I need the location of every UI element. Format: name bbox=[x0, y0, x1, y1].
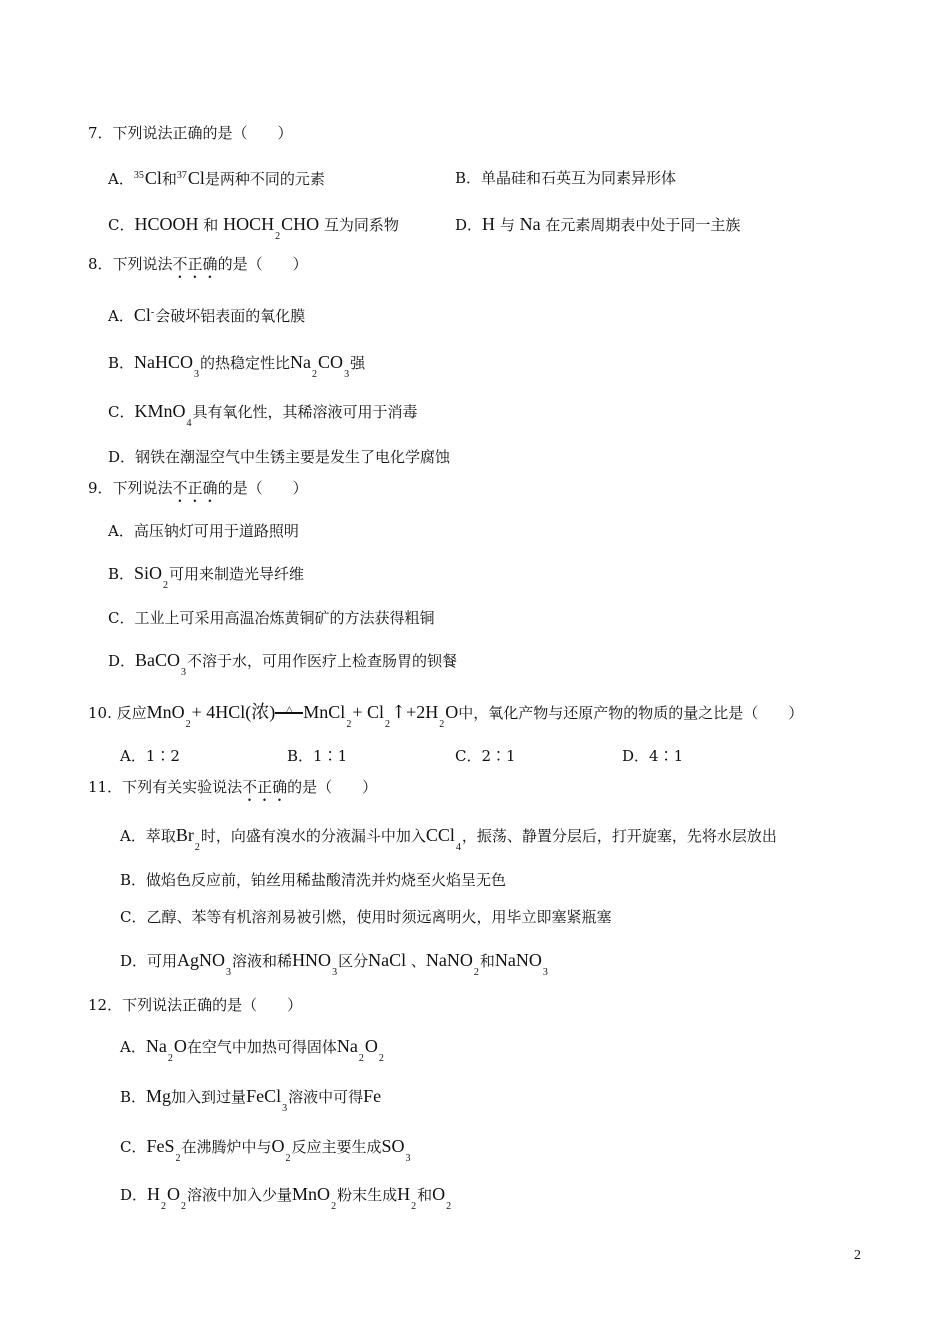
option-label: D． bbox=[120, 1186, 148, 1204]
subscript: 3 bbox=[344, 369, 350, 380]
q9-option-a bbox=[108, 521, 299, 541]
formula: HNO bbox=[292, 950, 332, 970]
text: 加入到过量 bbox=[171, 1088, 247, 1106]
text: 与 bbox=[499, 216, 515, 234]
option-label: C． bbox=[120, 1138, 147, 1156]
formula: +2H bbox=[406, 702, 439, 722]
formula: CO bbox=[318, 352, 344, 372]
formula: O bbox=[271, 1136, 285, 1156]
formula: FeS bbox=[146, 1136, 175, 1156]
subscript: 3 bbox=[181, 667, 187, 678]
text: 溶液中可得 bbox=[288, 1088, 364, 1106]
q7-option-b bbox=[455, 168, 676, 188]
q8-option-d bbox=[108, 447, 450, 467]
subscript: 2 bbox=[275, 231, 281, 242]
emphasis-text: 不正确 bbox=[172, 479, 218, 497]
formula: SiO bbox=[134, 563, 163, 583]
option-label: B． bbox=[120, 1088, 147, 1106]
subscript: 2 bbox=[185, 719, 191, 730]
formula: O bbox=[432, 1184, 446, 1204]
text: 在沸腾炉中与 bbox=[181, 1138, 272, 1156]
subscript: 2 bbox=[411, 1201, 417, 1212]
text: 工业上可采用高温冶炼黄铜矿的方法获得粗铜 bbox=[134, 609, 435, 627]
q7-option-d bbox=[455, 214, 740, 235]
formula: NaHCO bbox=[134, 352, 194, 372]
text: 不溶于水，可用作医疗上检查肠胃的钡餐 bbox=[187, 652, 458, 670]
q11-stem bbox=[88, 777, 377, 805]
text: 时，向盛有溴水的分液漏斗中加入 bbox=[200, 827, 426, 845]
formula: FeCl bbox=[246, 1086, 282, 1106]
text: 萃取 bbox=[145, 827, 176, 845]
subscript: 2 bbox=[167, 1053, 173, 1064]
formula: HCOOH bbox=[134, 214, 199, 234]
option-label: A． bbox=[108, 522, 134, 540]
formula: Cl bbox=[133, 305, 151, 325]
formula: Na bbox=[519, 214, 541, 234]
formula: KMnO bbox=[134, 401, 186, 421]
text: 可用 bbox=[147, 952, 178, 970]
q8-option-a bbox=[108, 305, 305, 329]
text: 和 bbox=[417, 1186, 433, 1204]
formula: H bbox=[147, 1184, 161, 1204]
page-number: 2 bbox=[854, 1248, 861, 1263]
text: 反应主要生成 bbox=[291, 1138, 382, 1156]
subscript: 2 bbox=[439, 719, 445, 730]
formula: + Cl bbox=[352, 702, 384, 722]
formula: HOCH bbox=[223, 214, 275, 234]
subscript: 2 bbox=[163, 580, 169, 591]
text: 区分 bbox=[338, 952, 369, 970]
text: 乙醇、苯等有机溶剂易被引燃，使用时须远离明火，用毕立即塞紧瓶塞 bbox=[146, 908, 612, 926]
q10-option-b: B．1∶1 bbox=[287, 747, 348, 765]
option-label: B． bbox=[108, 354, 135, 372]
emphasis-text: 不正确 bbox=[172, 255, 218, 273]
q10-option-d: D．4∶1 bbox=[622, 747, 684, 765]
formula: Na bbox=[336, 1036, 358, 1056]
formula: O bbox=[167, 1184, 181, 1204]
formula: NaNO bbox=[425, 950, 473, 970]
mass-number: 35 bbox=[133, 170, 144, 181]
formula: CCl bbox=[425, 825, 455, 845]
text: 互为同系物 bbox=[323, 216, 399, 234]
subscript: 2 bbox=[181, 1201, 187, 1212]
q11-option-d bbox=[120, 950, 549, 978]
formula: MnO bbox=[146, 702, 185, 722]
subscript: 2 bbox=[331, 1201, 337, 1212]
option-label: B． bbox=[108, 565, 135, 583]
heat-triangle-icon: △ bbox=[285, 705, 293, 715]
emphasis-text: 不正确 bbox=[242, 778, 288, 796]
option-label: C． bbox=[108, 403, 135, 421]
q12-option-b bbox=[120, 1086, 382, 1114]
text: 和 bbox=[203, 216, 219, 234]
q12-stem: 12．下列说法正确的是（ ） bbox=[88, 996, 303, 1014]
subscript: 2 bbox=[473, 967, 479, 978]
text: 可用来制造光导纤维 bbox=[169, 565, 305, 583]
text: 10. 反应 bbox=[88, 704, 147, 722]
formula: O bbox=[445, 702, 459, 722]
q7-stem: 7．下列说法正确的是（ ） bbox=[88, 124, 293, 142]
text: 的是（ ） bbox=[287, 778, 378, 796]
q9-option-c bbox=[108, 608, 435, 628]
formula: Mg bbox=[146, 1086, 172, 1106]
formula: H bbox=[482, 214, 496, 234]
formula: MnCl bbox=[303, 702, 346, 722]
q11-option-b bbox=[120, 870, 506, 890]
q10-option-a: A．1∶2 bbox=[120, 747, 180, 765]
option-label: C． bbox=[108, 609, 135, 627]
option-label: A． bbox=[108, 307, 134, 325]
formula: O bbox=[364, 1036, 378, 1056]
reaction-bar bbox=[275, 712, 303, 714]
q12-option-d bbox=[120, 1184, 452, 1212]
q12-option-c bbox=[120, 1136, 412, 1164]
formula: Na bbox=[145, 1036, 167, 1056]
q11-option-a bbox=[120, 825, 777, 853]
subscript: 2 bbox=[384, 719, 390, 730]
subscript: 2 bbox=[346, 719, 352, 730]
text: 高压钠灯可用于道路照明 bbox=[133, 522, 299, 540]
text: 11．下列有关实验说法 bbox=[88, 778, 243, 796]
text: 和 bbox=[161, 170, 177, 188]
subscript: 3 bbox=[226, 967, 232, 978]
q11-option-c bbox=[120, 907, 612, 927]
subscript: 2 bbox=[161, 1201, 167, 1212]
q9-option-d bbox=[108, 650, 458, 678]
q8-stem bbox=[88, 254, 308, 282]
subscript: 2 bbox=[285, 1153, 291, 1164]
text: 单晶硅和石英互为同素异形体 bbox=[481, 169, 677, 187]
subscript: 2 bbox=[194, 842, 200, 853]
q8-option-b bbox=[108, 352, 366, 380]
option-label: D． bbox=[120, 952, 148, 970]
q7-option-a bbox=[108, 168, 325, 192]
formula: Na bbox=[290, 352, 312, 372]
formula: Fe bbox=[363, 1086, 382, 1106]
formula: H bbox=[397, 1184, 411, 1204]
text: 的热稳定性比 bbox=[200, 354, 291, 372]
q10-stem bbox=[88, 702, 804, 730]
text: 具有氧化性，其稀溶液可用于消毒 bbox=[192, 403, 418, 421]
text: 在元素周期表中处于同一主族 bbox=[545, 216, 741, 234]
formula: NaCl bbox=[368, 950, 407, 970]
text: 的是（ ） bbox=[217, 479, 308, 497]
text: 8．下列说法 bbox=[88, 255, 173, 273]
subscript: 3 bbox=[194, 369, 200, 380]
q10-option-c: C．2∶1 bbox=[455, 747, 516, 765]
formula: O bbox=[173, 1036, 187, 1056]
formula: SO bbox=[381, 1136, 405, 1156]
text: 、 bbox=[410, 952, 426, 970]
q7-option-c bbox=[108, 214, 399, 242]
mass-number: 37 bbox=[176, 170, 187, 181]
formula: Cl bbox=[144, 168, 162, 188]
formula: + 4HCl(浓) bbox=[191, 702, 276, 722]
q9-option-b bbox=[108, 563, 305, 591]
charge: - bbox=[150, 307, 155, 318]
text: 和 bbox=[479, 952, 495, 970]
text: 粉末生成 bbox=[337, 1186, 398, 1204]
option-label: D． bbox=[108, 652, 136, 670]
option-label: B． bbox=[120, 871, 147, 889]
subscript: 3 bbox=[405, 1153, 411, 1164]
formula: MnO bbox=[292, 1184, 331, 1204]
text: 溶液中加入少量 bbox=[187, 1186, 293, 1204]
subscript: 4 bbox=[455, 842, 461, 853]
formula: CHO bbox=[281, 214, 320, 234]
text: 钢铁在潮湿空气中生锈主要是发生了电化学腐蚀 bbox=[135, 448, 451, 466]
text: 会破坏铝表面的氧化膜 bbox=[155, 307, 306, 325]
text: 中，氧化产物与还原产物的物质的量之比是（ ） bbox=[458, 704, 804, 722]
option-label: D． bbox=[108, 448, 136, 466]
formula: NaNO bbox=[494, 950, 542, 970]
formula: BaCO bbox=[135, 650, 181, 670]
gas-arrow-icon: ↑ bbox=[390, 702, 407, 723]
text: 做焰色反应前，铂丝用稀盐酸清洗并灼烧至火焰呈无色 bbox=[146, 871, 507, 889]
option-label: C． bbox=[120, 908, 147, 926]
subscript: 2 bbox=[175, 1153, 181, 1164]
option-label: A． bbox=[108, 170, 134, 188]
q12-option-a bbox=[120, 1036, 385, 1064]
subscript: 2 bbox=[378, 1053, 384, 1064]
text: 9．下列说法 bbox=[88, 479, 173, 497]
heat-condition bbox=[275, 702, 303, 722]
subscript: 3 bbox=[542, 967, 548, 978]
text: 强 bbox=[350, 354, 366, 372]
text: 是两种不同的元素 bbox=[204, 170, 325, 188]
subscript: 2 bbox=[446, 1201, 452, 1212]
formula: AgNO bbox=[177, 950, 226, 970]
option-label: A． bbox=[120, 1038, 146, 1056]
subscript: 4 bbox=[186, 418, 192, 429]
subscript: 3 bbox=[332, 967, 338, 978]
option-label: C． bbox=[108, 216, 135, 234]
option-label: A． bbox=[120, 827, 146, 845]
subscript: 3 bbox=[282, 1103, 288, 1114]
text: 在空气中加热可得固体 bbox=[186, 1038, 337, 1056]
subscript: 2 bbox=[358, 1053, 364, 1064]
q9-stem bbox=[88, 478, 308, 506]
option-label: B． bbox=[455, 169, 482, 187]
text: ，振荡、静置分层后，打开旋塞，先将水层放出 bbox=[461, 827, 777, 845]
q8-option-c bbox=[108, 401, 418, 429]
formula: Br bbox=[175, 825, 194, 845]
text: 溶液和稀 bbox=[232, 952, 293, 970]
option-label: D． bbox=[455, 216, 483, 234]
subscript: 2 bbox=[312, 369, 318, 380]
text: 的是（ ） bbox=[217, 255, 308, 273]
formula: Cl bbox=[187, 168, 205, 188]
